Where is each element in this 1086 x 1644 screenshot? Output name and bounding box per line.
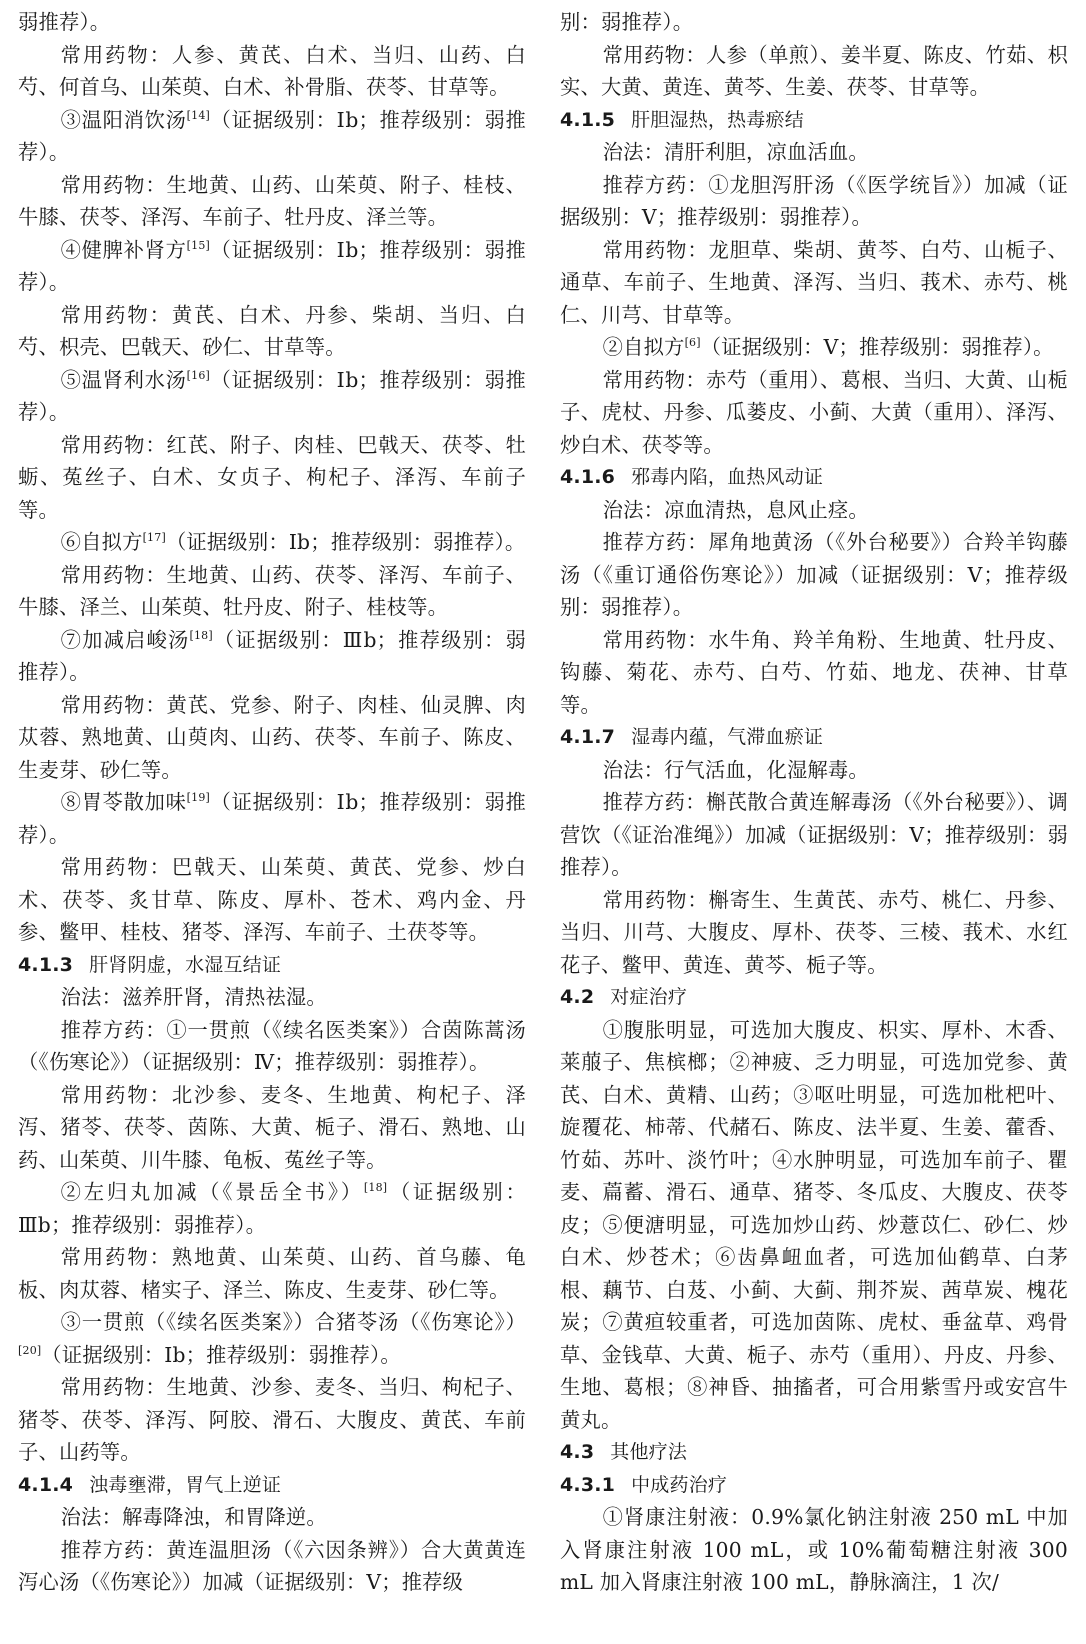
paragraph-text: 常用药物：黄芪、党参、附子、肉桂、仙灵脾、肉苁蓉、熟地黄、山萸肉、山药、茯苓、车前子、陈皮、生麦芽、砂仁等。 [18,692,526,782]
paragraph [560,494,1068,527]
paragraph-text: 常用药物：槲寄生、生黄芪、赤芍、桃仁、丹参、当归、川芎、大腹皮、厚朴、茯苓、三棱、莪术、水红花子、鳖甲、黄连、黄芩、栀子等。 [560,887,1068,977]
section-heading [560,721,1068,754]
paragraph-text: ①腹胀明显，可选加大腹皮、枳实、厚朴、木香、莱菔子、焦槟榔；②神疲、乏力明显，可选加党参、黄芪、白术、黄精、山药；③呕吐明显，可选加枇杷叶、旋覆花、柿蒂、代赭石、陈皮、法半夏、生姜、藿香、竹茹、苏叶、淡竹叶；④水肿明显，可选加车前子、瞿麦、萹蓄、滑石、通草、猪苓、冬瓜皮、大腹皮、茯苓皮；⑤便溏明显，可选加炒山药、炒薏苡仁、砂仁、炒白术、炒苍术；⑥齿鼻衄血者，可选加仙鹤草、白茅根、藕节、白芨、小蓟、大蓟、荆芥炭、茜草炭、槐花炭；⑦黄疸较重者，可选加茵陈、虎杖、垂盆草、鸡骨草、金钱草、大黄、栀子、赤芍（重用）、丹皮、丹参、生地、葛根；⑧神昏、抽搐者，可合用紫雪丹或安宫牛黄丸。 [560,1017,1068,1432]
paragraph-text-after: （证据级别：Ⅲb；推荐级别：弱推荐）。 [18,1180,526,1237]
paragraph [18,851,526,949]
paragraph [560,1501,1068,1599]
paragraph [18,1371,526,1469]
paragraph [560,364,1068,462]
paragraph-text: 常用药物：黄芪、白术、丹参、柴胡、当归、白芍、枳壳、巴戟天、砂仁、甘草等。 [18,302,526,359]
section-heading [18,1469,526,1502]
paragraph-text: 常用药物：北沙参、麦冬、生地黄、枸杞子、泽泻、猪苓、茯苓、茵陈、大黄、栀子、滑石、熟地、山药、山茱萸、川牛膝、龟板、菟丝子等。 [18,1082,526,1172]
paragraph-text: 推荐方药：①龙胆泻肝汤（《医学统旨》）加减（证据级别：Ⅴ；推荐级别：弱推荐）。 [560,172,1068,229]
section-heading [560,1436,1068,1469]
paragraph [18,1241,526,1306]
paragraph [18,299,526,364]
section-heading [560,1469,1068,1502]
section-number: 4.1.6 [560,466,616,488]
section-heading [560,104,1068,137]
paragraph [18,689,526,787]
paragraph [560,884,1068,982]
paragraph [18,234,526,299]
citation-ref: [18] [189,628,213,642]
paragraph-text-after: （证据级别：Ⅰb；推荐级别：弱推荐）。 [41,1342,401,1367]
paragraph [560,331,1068,364]
paragraph-text-after: （证据级别：Ⅴ；推荐级别：弱推荐）。 [700,335,1054,359]
section-heading [560,461,1068,494]
section-title: 浊毒壅滞，胃气上逆证 [89,1473,282,1496]
paragraph-text: 常用药物：生地黄、沙参、麦冬、当归、枸杞子、猪苓、茯苓、泽泻、阿胶、滑石、大腹皮、黄芪、车前子、山药等。 [18,1375,526,1464]
section-number: 4.1.3 [18,953,74,976]
paragraph [18,364,526,429]
paragraph-text: 常用药物：水牛角、羚羊角粉、生地黄、牡丹皮、钩藤、菊花、赤芍、白芍、竹茹、地龙、茯神、甘草等。 [560,627,1068,717]
paragraph [18,559,526,624]
paragraph-text: 常用药物：巴戟天、山茱萸、黄芪、党参、炒白术、茯苓、炙甘草、陈皮、厚朴、苍术、鸡内金、丹参、鳖甲、桂枝、猪苓、泽泻、车前子、土茯苓等。 [18,855,526,944]
section-heading [18,949,526,982]
paragraph-text: ④健脾补肾方 [60,237,187,262]
citation-ref: [18] [363,1181,388,1194]
section-number: 4.1.4 [18,1473,74,1496]
section-title: 肝肾阴虚，水湿互结证 [89,953,282,976]
paragraph-text: 常用药物：生地黄、山药、山茱萸、附子、桂枝、牛膝、茯苓、泽泻、车前子、牡丹皮、泽兰等。 [18,172,526,229]
paragraph-text: 推荐方药：黄连温胆汤（《六因条辨》）合大黄黄连泻心汤（《伤寒论》）加减（证据级别：Ⅴ；推荐级 [18,1537,526,1594]
paragraph-text: 推荐方药：犀角地黄汤（《外台秘要》）合羚羊钩藤汤（《重订通俗伤寒论》）加减（证据级别：Ⅴ；推荐级别：弱推荐）。 [560,530,1068,619]
paragraph [560,624,1068,722]
citation-ref: [16] [186,368,211,382]
paragraph [560,234,1068,332]
citation-ref: [20] [18,1343,42,1357]
paragraph [560,39,1068,104]
paragraph-text: 常用药物：生地黄、山药、茯苓、泽泻、车前子、牛膝、泽兰、山茱萸、牡丹皮、附子、桂枝等。 [18,562,526,619]
paragraph-text: 治法：清肝利胆，凉血活血。 [602,140,869,164]
paragraph-text: 弱推荐）。 [18,10,111,34]
section-heading [560,981,1068,1014]
right-column [560,6,1068,1644]
paragraph-text: ⑧胃苓散加味 [60,790,187,814]
section-title: 对症治疗 [610,986,688,1008]
section-number: 4.1.7 [560,726,616,748]
section-number: 4.3 [560,1441,595,1463]
paragraph [18,104,526,169]
paragraph-text: ②自拟方 [602,335,685,359]
paragraph [18,786,526,851]
paragraph-text: 治法：凉血清热，息风止痉。 [602,497,869,522]
paragraph-text: 别：弱推荐）。 [560,10,694,34]
paragraph-text-after: （证据级别：Ⅰb；推荐级别：弱推荐）。 [165,530,526,554]
paragraph-text: ③一贯煎（《续名医类案》）合猪苓汤（《伤寒论》） [60,1310,526,1334]
paragraph [18,624,526,689]
paragraph [18,1306,526,1371]
paragraph [18,1014,526,1079]
paragraph [18,1534,526,1599]
paragraph [560,169,1068,234]
paragraph-text: 常用药物：人参（单煎）、姜半夏、陈皮、竹茹、枳实、大黄、黄连、黄芩、生姜、茯苓、甘草等。 [560,42,1068,99]
citation-ref: [15] [186,238,211,252]
paragraph [560,526,1068,624]
section-title: 中成药治疗 [631,1473,728,1496]
paragraph-text: 治法：解毒降浊，和胃降逆。 [60,1505,327,1529]
paragraph-text: ⑥自拟方 [60,530,143,554]
paragraph-text: ③温阳消饮汤 [60,107,187,132]
paragraph [18,429,526,527]
paragraph-text: 治法：行气活血，化湿解毒。 [602,757,869,782]
paragraph-text: 常用药物：人参、黄芪、白术、当归、山药、白芍、何首乌、山茱萸、白术、补骨脂、茯苓、甘草等。 [18,42,526,99]
section-number: 4.1.5 [560,108,616,131]
citation-ref: [14] [186,108,211,122]
paragraph [560,6,1068,39]
paragraph-text: ⑤温肾利水汤 [60,367,187,392]
paragraph-text: ②左归丸加减（《景岳全书》） [60,1180,364,1204]
paragraph [560,786,1068,884]
paragraph-text: 常用药物：熟地黄、山茱萸、山药、首乌藤、龟板、肉苁蓉、楮实子、泽兰、陈皮、生麦芽、砂仁等。 [18,1245,526,1302]
paragraph-text: 推荐方药：①一贯煎（《续名医类案》）合茵陈蒿汤（《伤寒论》）（证据级别：Ⅳ；推荐级别：弱推荐）。 [18,1017,526,1074]
citation-ref: [6] [684,336,701,349]
paragraph [18,1079,526,1177]
citation-ref: [17] [142,531,166,544]
section-number: 4.3.1 [560,1473,616,1496]
paragraph-text-after: （证据级别：Ⅰb；推荐级别：弱推荐）。 [18,107,527,164]
paragraph [18,1501,526,1534]
paragraph [18,526,526,559]
paragraph-text: 治法：滋养肝肾，清热祛湿。 [60,985,327,1009]
paragraph [18,981,526,1014]
citation-ref: [19] [186,791,211,804]
paragraph-text-after: （证据级别：Ⅰb；推荐级别：弱推荐）。 [18,367,527,424]
paragraph-text-after: （证据级别：Ⅲb；推荐级别：弱推荐）。 [18,627,526,684]
paragraph [560,1014,1068,1437]
section-number: 4.2 [560,986,595,1008]
paragraph-text-after: （证据级别：Ⅰb；推荐级别：弱推荐）。 [18,237,527,294]
section-title: 其他疗法 [610,1441,688,1463]
paragraph-text: 常用药物：赤芍（重用）、葛根、当归、大黄、山栀子、虎杖、丹参、瓜蒌皮、小蓟、大黄（重用）、泽泻、炒白术、茯苓等。 [560,367,1068,457]
paragraph-text: ⑦加减启峻汤 [60,627,190,652]
paragraph [18,1176,526,1241]
paragraph [18,169,526,234]
paragraph [18,39,526,104]
section-title: 肝胆湿热，热毒瘀结 [631,108,804,131]
section-title: 湿毒内蕴，气滞血瘀证 [631,726,824,748]
paragraph-text-after: （证据级别：Ⅰb；推荐级别：弱推荐）。 [18,790,527,847]
paragraph [18,6,526,39]
paragraph-text: 推荐方药：槲芪散合黄连解毒汤（《外台秘要》）、调营饮（《证治准绳》）加减（证据级别：Ⅴ；推荐级别：弱推荐）。 [560,790,1068,879]
left-column [18,6,526,1644]
section-title: 邪毒内陷，血热风动证 [631,466,824,488]
paragraph [560,754,1068,787]
paragraph [560,136,1068,169]
paragraph-text: 常用药物：红芪、附子、肉桂、巴戟天、茯苓、牡蛎、菟丝子、白术、女贞子、枸杞子、泽泻、车前子等。 [18,432,526,522]
paragraph-text: 常用药物：龙胆草、柴胡、黄芩、白芍、山栀子、通草、车前子、生地黄、泽泻、当归、莪术、赤芍、桃仁、川芎、甘草等。 [560,237,1068,327]
paragraph-text: ①肾康注射液：0.9%氯化钠注射液 250 mL 中加入肾康注射液 100 mL，或 10%葡萄糖注射液 300 mL 加入肾康注射液 100 mL，静脉滴注，1 次/ [560,1505,1068,1594]
